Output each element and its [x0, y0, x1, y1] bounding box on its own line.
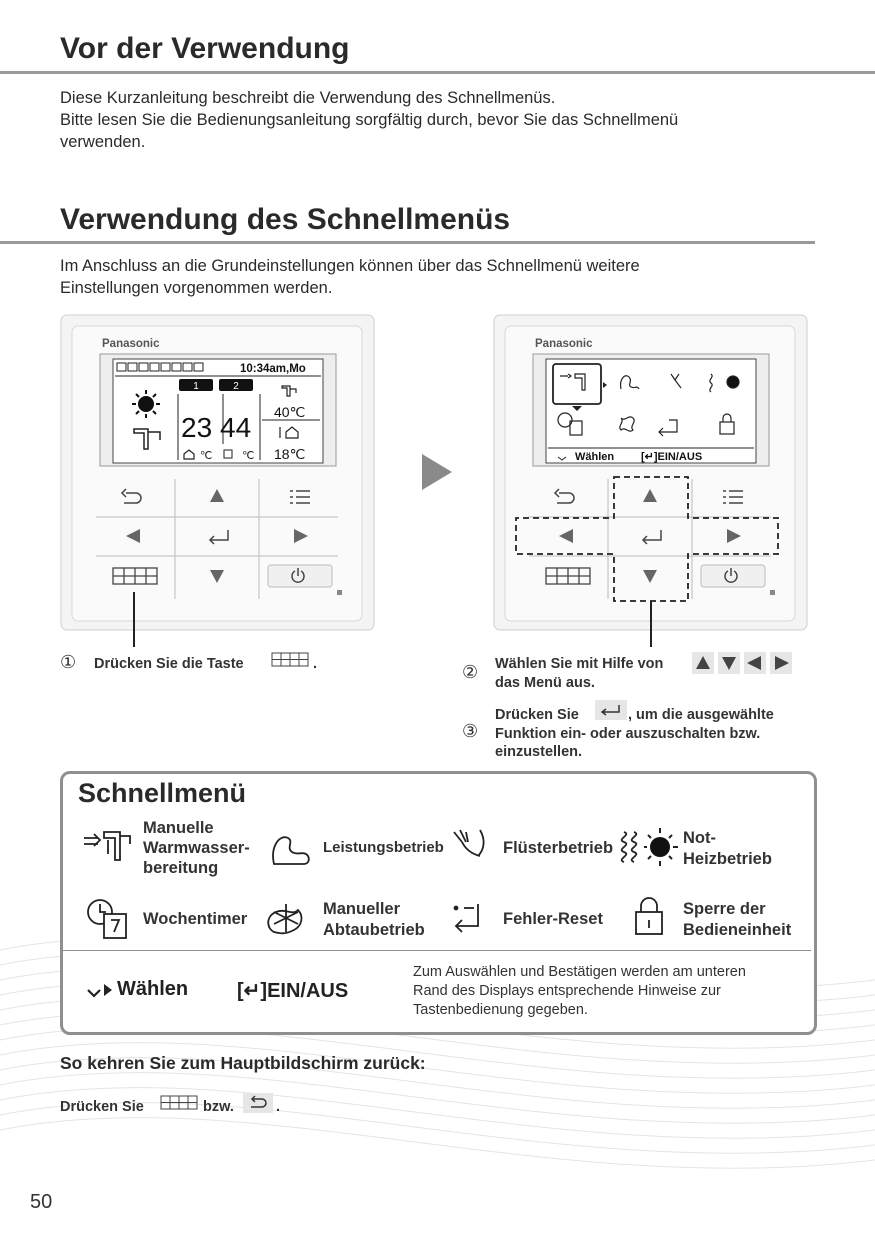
zone1-label: 1 [193, 381, 199, 392]
step2-text-a: Wählen Sie mit Hilfe von [495, 656, 664, 672]
legend-divider [63, 950, 811, 951]
zone2-unit: ℃ [242, 450, 255, 462]
quick-menu-title: Schnellmenü [78, 778, 247, 808]
select-down-right-icon [86, 980, 116, 1002]
error-reset-icon [450, 898, 490, 934]
usage-line-2: Einstellungen vorgenommen werden. [60, 279, 333, 297]
title-rule [0, 71, 875, 74]
back-key-icon [243, 1093, 273, 1113]
zone2-label: 2 [233, 381, 239, 392]
return-text-a: Drücken Sie [60, 1099, 144, 1115]
return-title: So kehren Sie zum Hauptbildschirm zurück: [60, 1053, 426, 1073]
manual-dhw-icon [80, 826, 136, 866]
power-button[interactable] [701, 565, 765, 587]
step3-number: ③ [462, 721, 479, 741]
intro-line-2: Bitte lesen Sie die Bedienungsanleitung sorgfältig durch, bevor Sie das Schnellmenü [60, 111, 679, 129]
error-reset-label: Fehler-Reset [503, 910, 603, 928]
manual-dhw-label-2: Warmwasser- [143, 839, 250, 857]
step3-text-a: Drücken Sie [495, 707, 579, 723]
enter-key-icon [595, 700, 627, 720]
defrost-label-1: Manueller [323, 900, 401, 918]
section-title-quick-menu-usage: Verwendung des Schnellmenüs [60, 203, 511, 236]
onoff-hint-label: [↵]EIN/AUS [237, 980, 349, 1002]
step1-end: . [313, 656, 318, 672]
quiet-mode-label: Flüsterbetrieb [503, 839, 614, 857]
return-text-b: bzw. [203, 1099, 234, 1115]
hint-line-1: Zum Auswählen und Bestätigen werden am unteren [413, 964, 746, 980]
zone2-temp: 44 [220, 412, 252, 443]
emergency-heating-label-2: Heizbetrieb [683, 850, 772, 868]
lcd-select-hint: Wählen [575, 451, 615, 463]
tank-temp: 40℃ [274, 404, 306, 420]
defrost-icon [264, 896, 310, 940]
weekly-timer-icon [84, 896, 130, 940]
hint-line-2: Rand des Displays entsprechende Hinweise zur [413, 983, 721, 999]
intro-line-3: verwenden. [60, 133, 146, 151]
title-rule [0, 241, 815, 244]
step3-text-c: Funktion ein- oder auszuschalten bzw. [495, 726, 761, 742]
callout-line [133, 592, 135, 647]
lock-label-2: Bedieneinheit [683, 921, 792, 939]
select-hint-label: Wählen [117, 978, 189, 1000]
step2-text-b: das Menü aus. [495, 675, 595, 691]
arrow-keys-icons [692, 652, 796, 674]
zone1-temp: 23 [181, 412, 213, 443]
indicator-led [770, 590, 775, 595]
weekly-timer-label: Wochentimer [143, 910, 248, 928]
clock-display: 10:34am,Mo [240, 363, 306, 375]
emergency-heating-label-1: Not- [683, 829, 716, 847]
usage-line-1: Im Anschluss an die Grundeinstellungen können über das Schnellmenü weitere [60, 257, 640, 275]
intro-line-1: Diese Kurzanleitung beschreibt die Verwendung des Schnellmenüs. [60, 89, 556, 107]
emergency-heating-icon [618, 826, 680, 868]
quick-menu-key-icon [160, 1095, 198, 1111]
lcd-onoff-hint: [↵]EIN/AUS [641, 451, 703, 463]
quick-menu-key-icon [271, 652, 309, 668]
lock-label-1: Sperre der [683, 900, 766, 918]
defrost-label-2: Abtaubetrieb [323, 921, 425, 939]
lcd-emergency-icon [727, 376, 739, 388]
next-arrow-icon [420, 452, 454, 492]
return-text-c: . [276, 1099, 281, 1115]
section-title-before-use: Vor der Verwendung [60, 32, 350, 65]
step1-text: Drücken Sie die Taste [94, 656, 244, 672]
power-button[interactable] [268, 565, 332, 587]
manual-dhw-label-3: bereitung [143, 859, 219, 877]
lock-icon [632, 894, 666, 938]
step1-number: ① [60, 652, 77, 672]
step2-number: ② [462, 662, 479, 682]
controller-quick-menu-screen [493, 314, 809, 632]
brand-logo: Panasonic [102, 338, 160, 350]
callout-line [650, 601, 652, 647]
page-number: 50 [30, 1191, 53, 1213]
controller-main-screen [60, 314, 376, 632]
hint-line-3: Tastenbedienung gegeben. [413, 1002, 588, 1018]
zone1-unit: ℃ [200, 450, 213, 462]
power-mode-icon [268, 828, 312, 868]
brand-logo: Panasonic [535, 338, 593, 350]
step3-text-d: einzustellen. [495, 744, 583, 760]
power-mode-label: Leistungsbetrieb [323, 839, 444, 856]
outdoor-temp: 18℃ [274, 446, 306, 462]
indicator-led [337, 590, 342, 595]
step3-text-b: , um die ausgewählte [628, 707, 774, 723]
manual-dhw-label-1: Manuelle [143, 819, 214, 837]
quiet-mode-icon [450, 826, 492, 866]
